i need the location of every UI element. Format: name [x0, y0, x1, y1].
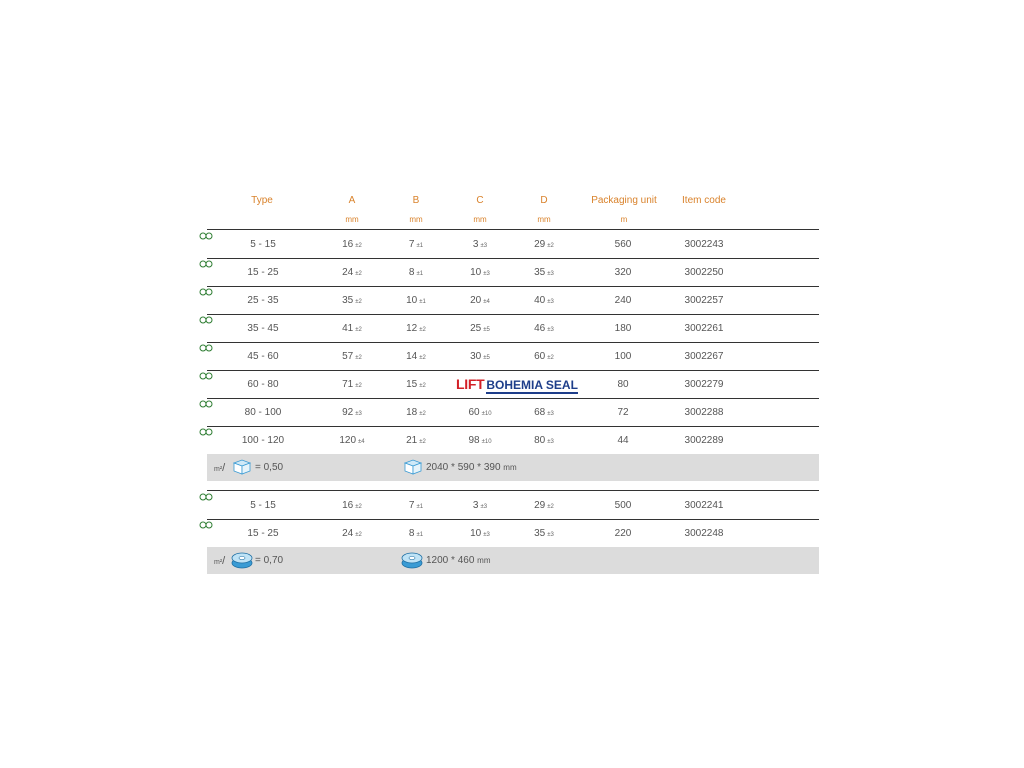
- cell-value: 15: [406, 379, 418, 390]
- cell-type: [233, 323, 293, 334]
- cell-value: 29: [534, 239, 546, 250]
- cell-value: 7: [408, 239, 415, 250]
- cell-a: [332, 295, 372, 306]
- cell-type: [233, 435, 293, 446]
- cell-tolerance: ±5: [483, 327, 490, 333]
- cell-value: 16: [342, 500, 354, 511]
- cell-value: 3: [472, 500, 479, 511]
- cell-value: 3002248: [684, 528, 724, 539]
- cell-value: 92: [342, 407, 354, 418]
- cell-value: 10: [406, 295, 418, 306]
- cell-tolerance: ±3: [355, 411, 362, 417]
- cell-value: 3002250: [684, 267, 724, 278]
- cell-value: 3: [472, 239, 479, 250]
- header-c: C: [476, 195, 484, 206]
- cell-a: [332, 407, 372, 418]
- cell-a: [332, 528, 372, 539]
- pack-dims-2: 1200 * 460: [426, 555, 475, 566]
- table-row: [207, 398, 819, 426]
- cell-tolerance: ±1: [419, 299, 426, 305]
- cell-pack: [598, 295, 648, 306]
- cell-tolerance: ±10: [481, 411, 492, 417]
- cell-a: [332, 379, 372, 390]
- pack-dims-unit-1: mm: [503, 463, 517, 472]
- cell-b: [396, 239, 436, 250]
- cell-tolerance: ±2: [419, 439, 426, 445]
- cell-b: [396, 407, 436, 418]
- cell-value: 7: [408, 500, 415, 511]
- cell-value: 45 - 60: [247, 351, 279, 362]
- cell-value: 80: [534, 435, 546, 446]
- logo-lift-text: LIFT: [456, 376, 485, 392]
- cell-value: 57: [342, 351, 354, 362]
- cell-c: [460, 351, 500, 362]
- cell-pack: [598, 528, 648, 539]
- cell-value: 10: [470, 267, 482, 278]
- cell-value: 60: [468, 407, 480, 418]
- cell-code: [672, 295, 736, 306]
- cell-value: 240: [614, 295, 632, 306]
- cell-tolerance: ±2: [355, 327, 362, 333]
- cell-tolerance: ±2: [419, 355, 426, 361]
- cell-type: [233, 500, 293, 511]
- lift-bohemia-seal-logo: [456, 376, 578, 394]
- cell-tolerance: ±1: [416, 532, 424, 538]
- cell-value: 60: [534, 351, 546, 362]
- cell-value: 46: [534, 323, 546, 334]
- cell-type: [233, 379, 293, 390]
- unit-c: mm: [473, 215, 487, 224]
- cell-c: [460, 528, 500, 539]
- cell-tolerance: ±3: [547, 271, 554, 277]
- cell-pack: [598, 435, 648, 446]
- header-b: B: [412, 195, 420, 206]
- cell-tolerance: ±2: [355, 271, 362, 277]
- cell-c: [460, 295, 500, 306]
- cell-tolerance: ±2: [419, 411, 426, 417]
- cell-value: 41: [342, 323, 354, 334]
- cell-value: 60 - 80: [247, 379, 279, 390]
- cell-tolerance: ±2: [355, 383, 362, 389]
- cell-value: 120: [339, 435, 357, 446]
- cell-value: 100: [614, 351, 632, 362]
- cell-value: 29: [534, 500, 546, 511]
- cell-value: 320: [614, 267, 632, 278]
- cell-d: [524, 351, 564, 362]
- cell-tolerance: ±2: [547, 243, 554, 249]
- cell-tolerance: ±3: [483, 271, 490, 277]
- cell-value: 24: [342, 528, 354, 539]
- cell-code: [672, 323, 736, 334]
- cell-value: 5 - 15: [250, 239, 276, 250]
- cell-value: 180: [614, 323, 632, 334]
- cell-pack: [598, 379, 648, 390]
- cell-value: 98: [468, 435, 480, 446]
- cell-d: [524, 239, 564, 250]
- logo-brand-text: BOHEMIA SEAL: [486, 378, 578, 392]
- cell-b: [396, 351, 436, 362]
- cell-tolerance: ±2: [547, 355, 554, 361]
- cell-c: [460, 323, 500, 334]
- cell-pack: [598, 351, 648, 362]
- m2-label: m²: [214, 559, 223, 566]
- cell-pack: [598, 407, 648, 418]
- cell-tolerance: ±4: [358, 439, 365, 445]
- cell-c: [460, 407, 500, 418]
- cell-type: [233, 528, 293, 539]
- hose-clip-icon: [199, 521, 213, 529]
- cell-d: [524, 323, 564, 334]
- cell-tolerance: ±3: [483, 532, 490, 538]
- box-icon: [403, 459, 423, 475]
- cell-tolerance: ±3: [547, 411, 554, 417]
- cell-b: [396, 267, 436, 278]
- hose-clip-icon: [199, 260, 213, 268]
- cell-value: 80 - 100: [244, 407, 282, 418]
- hose-clip-icon: [199, 232, 213, 240]
- cell-value: 35: [534, 267, 546, 278]
- table-row: [207, 230, 819, 258]
- cell-type: [233, 239, 293, 250]
- cell-code: [672, 435, 736, 446]
- cell-tolerance: ±3: [547, 327, 554, 333]
- m2-label: m²: [214, 466, 223, 473]
- cell-value: 35: [342, 295, 354, 306]
- pack-dims-unit-2: mm: [477, 556, 491, 565]
- cell-value: 18: [406, 407, 418, 418]
- unit-packaging: m: [620, 215, 628, 224]
- cell-tolerance: ±1: [416, 504, 424, 510]
- cell-value: 3002288: [684, 407, 724, 418]
- cell-b: [396, 500, 436, 511]
- cell-value: 3002241: [684, 500, 724, 511]
- cell-tolerance: ±2: [355, 355, 362, 361]
- cell-type: [233, 267, 293, 278]
- cell-tolerance: ±2: [547, 504, 554, 510]
- box-icon: [232, 459, 252, 475]
- cell-a: [332, 239, 372, 250]
- cell-tolerance: ±3: [547, 439, 554, 445]
- cell-tolerance: ±5: [483, 355, 490, 361]
- cell-value: 24: [342, 267, 354, 278]
- hose-clip-icon: [199, 288, 213, 296]
- cell-value: 3002267: [684, 351, 724, 362]
- cell-d: [524, 407, 564, 418]
- cell-tolerance: ±1: [416, 271, 424, 277]
- cell-d: [524, 435, 564, 446]
- cell-a: [332, 267, 372, 278]
- cell-value: 8: [408, 528, 415, 539]
- cell-type: [233, 295, 293, 306]
- cell-a: [332, 435, 372, 446]
- reel-icon: [401, 551, 423, 569]
- cell-value: 16: [342, 239, 354, 250]
- table-row: [207, 286, 819, 314]
- table-row: [207, 491, 819, 519]
- cell-code: [672, 528, 736, 539]
- cell-value: 560: [614, 239, 632, 250]
- pack-ratio-1: = 0,50: [255, 462, 284, 473]
- cell-value: 72: [617, 407, 629, 418]
- header-d: D: [540, 195, 548, 206]
- cell-value: 500: [614, 500, 632, 511]
- header-a: A: [348, 195, 356, 206]
- cell-c: [460, 239, 500, 250]
- cell-b: [396, 528, 436, 539]
- cell-value: 40: [534, 295, 546, 306]
- cell-value: 5 - 15: [250, 500, 276, 511]
- cell-tolerance: ±2: [355, 532, 362, 538]
- cell-value: 8: [408, 267, 415, 278]
- hose-clip-icon: [199, 344, 213, 352]
- cell-d: [524, 295, 564, 306]
- cell-value: 3002289: [684, 435, 724, 446]
- cell-value: 20: [470, 295, 482, 306]
- reel-icon: [231, 551, 253, 569]
- cell-b: [396, 295, 436, 306]
- header-type: Type: [251, 195, 273, 206]
- cell-value: 44: [617, 435, 629, 446]
- cell-value: 3002261: [684, 323, 724, 334]
- cell-tolerance: ±3: [547, 532, 554, 538]
- table-row: [207, 314, 819, 342]
- cell-value: 35 - 45: [247, 323, 279, 334]
- cell-value: 30: [470, 351, 482, 362]
- cell-code: [672, 351, 736, 362]
- table-row: [207, 426, 819, 454]
- cell-c: [460, 435, 500, 446]
- cell-value: 71: [342, 379, 354, 390]
- cell-tolerance: ±3: [547, 299, 554, 305]
- cell-a: [332, 323, 372, 334]
- cell-value: 3002257: [684, 295, 724, 306]
- cell-value: 10: [470, 528, 482, 539]
- cell-code: [672, 267, 736, 278]
- cell-tolerance: ±4: [483, 299, 490, 305]
- cell-code: [672, 407, 736, 418]
- cell-value: 100 - 120: [241, 435, 285, 446]
- cell-tolerance: ±2: [355, 299, 362, 305]
- cell-c: [460, 267, 500, 278]
- hose-clip-icon: [199, 316, 213, 324]
- cell-pack: [598, 500, 648, 511]
- packaging-band-1: m²/ = 0,50 2040 * 590 * 390 mm: [207, 454, 819, 481]
- cell-c: [460, 500, 500, 511]
- cell-b: [396, 435, 436, 446]
- cell-tolerance: ±2: [355, 504, 362, 510]
- pack-dims-1: 2040 * 590 * 390: [426, 462, 501, 473]
- unit-d: mm: [537, 215, 551, 224]
- cell-code: [672, 379, 736, 390]
- cell-value: 3002279: [684, 379, 724, 390]
- cell-value: 25: [470, 323, 482, 334]
- header-item-code: Item code: [682, 195, 726, 206]
- cell-d: [524, 500, 564, 511]
- cell-value: 35: [534, 528, 546, 539]
- header-packaging-unit: Packaging unit: [591, 195, 657, 206]
- cell-tolerance: ±2: [355, 243, 362, 249]
- cell-b: [396, 323, 436, 334]
- table-row: [207, 258, 819, 286]
- cell-value: 220: [614, 528, 632, 539]
- cell-tolerance: ±10: [481, 439, 492, 445]
- packaging-band-2: m²/ = 0,70 1200 * 460 mm: [207, 547, 819, 574]
- unit-a: mm: [345, 215, 359, 224]
- hose-clip-icon: [199, 400, 213, 408]
- cell-b: [396, 379, 436, 390]
- cell-value: 15 - 25: [247, 528, 279, 539]
- table-row: [207, 519, 819, 547]
- cell-code: [672, 239, 736, 250]
- cell-tolerance: ±3: [480, 243, 488, 249]
- cell-type: [233, 407, 293, 418]
- cell-tolerance: ±2: [419, 327, 426, 333]
- cell-d: [524, 267, 564, 278]
- cell-value: 25 - 35: [247, 295, 279, 306]
- cell-type: [233, 351, 293, 362]
- cell-tolerance: ±1: [416, 243, 424, 249]
- cell-value: 68: [534, 407, 546, 418]
- cell-a: [332, 351, 372, 362]
- cell-value: 21: [406, 435, 418, 446]
- hose-clip-icon: [199, 493, 213, 501]
- unit-b: mm: [409, 215, 423, 224]
- cell-pack: [598, 267, 648, 278]
- cell-value: 14: [406, 351, 418, 362]
- cell-tolerance: ±2: [419, 383, 426, 389]
- cell-value: 80: [617, 379, 629, 390]
- hose-clip-icon: [199, 372, 213, 380]
- cell-a: [332, 500, 372, 511]
- cell-value: 15 - 25: [247, 267, 279, 278]
- cell-tolerance: ±3: [480, 504, 488, 510]
- pack-ratio-2: = 0,70: [255, 555, 284, 566]
- table-row: [207, 342, 819, 370]
- hose-clip-icon: [199, 428, 213, 436]
- cell-pack: [598, 239, 648, 250]
- cell-value: 12: [406, 323, 418, 334]
- cell-value: 3002243: [684, 239, 724, 250]
- cell-code: [672, 500, 736, 511]
- cell-pack: [598, 323, 648, 334]
- cell-d: [524, 528, 564, 539]
